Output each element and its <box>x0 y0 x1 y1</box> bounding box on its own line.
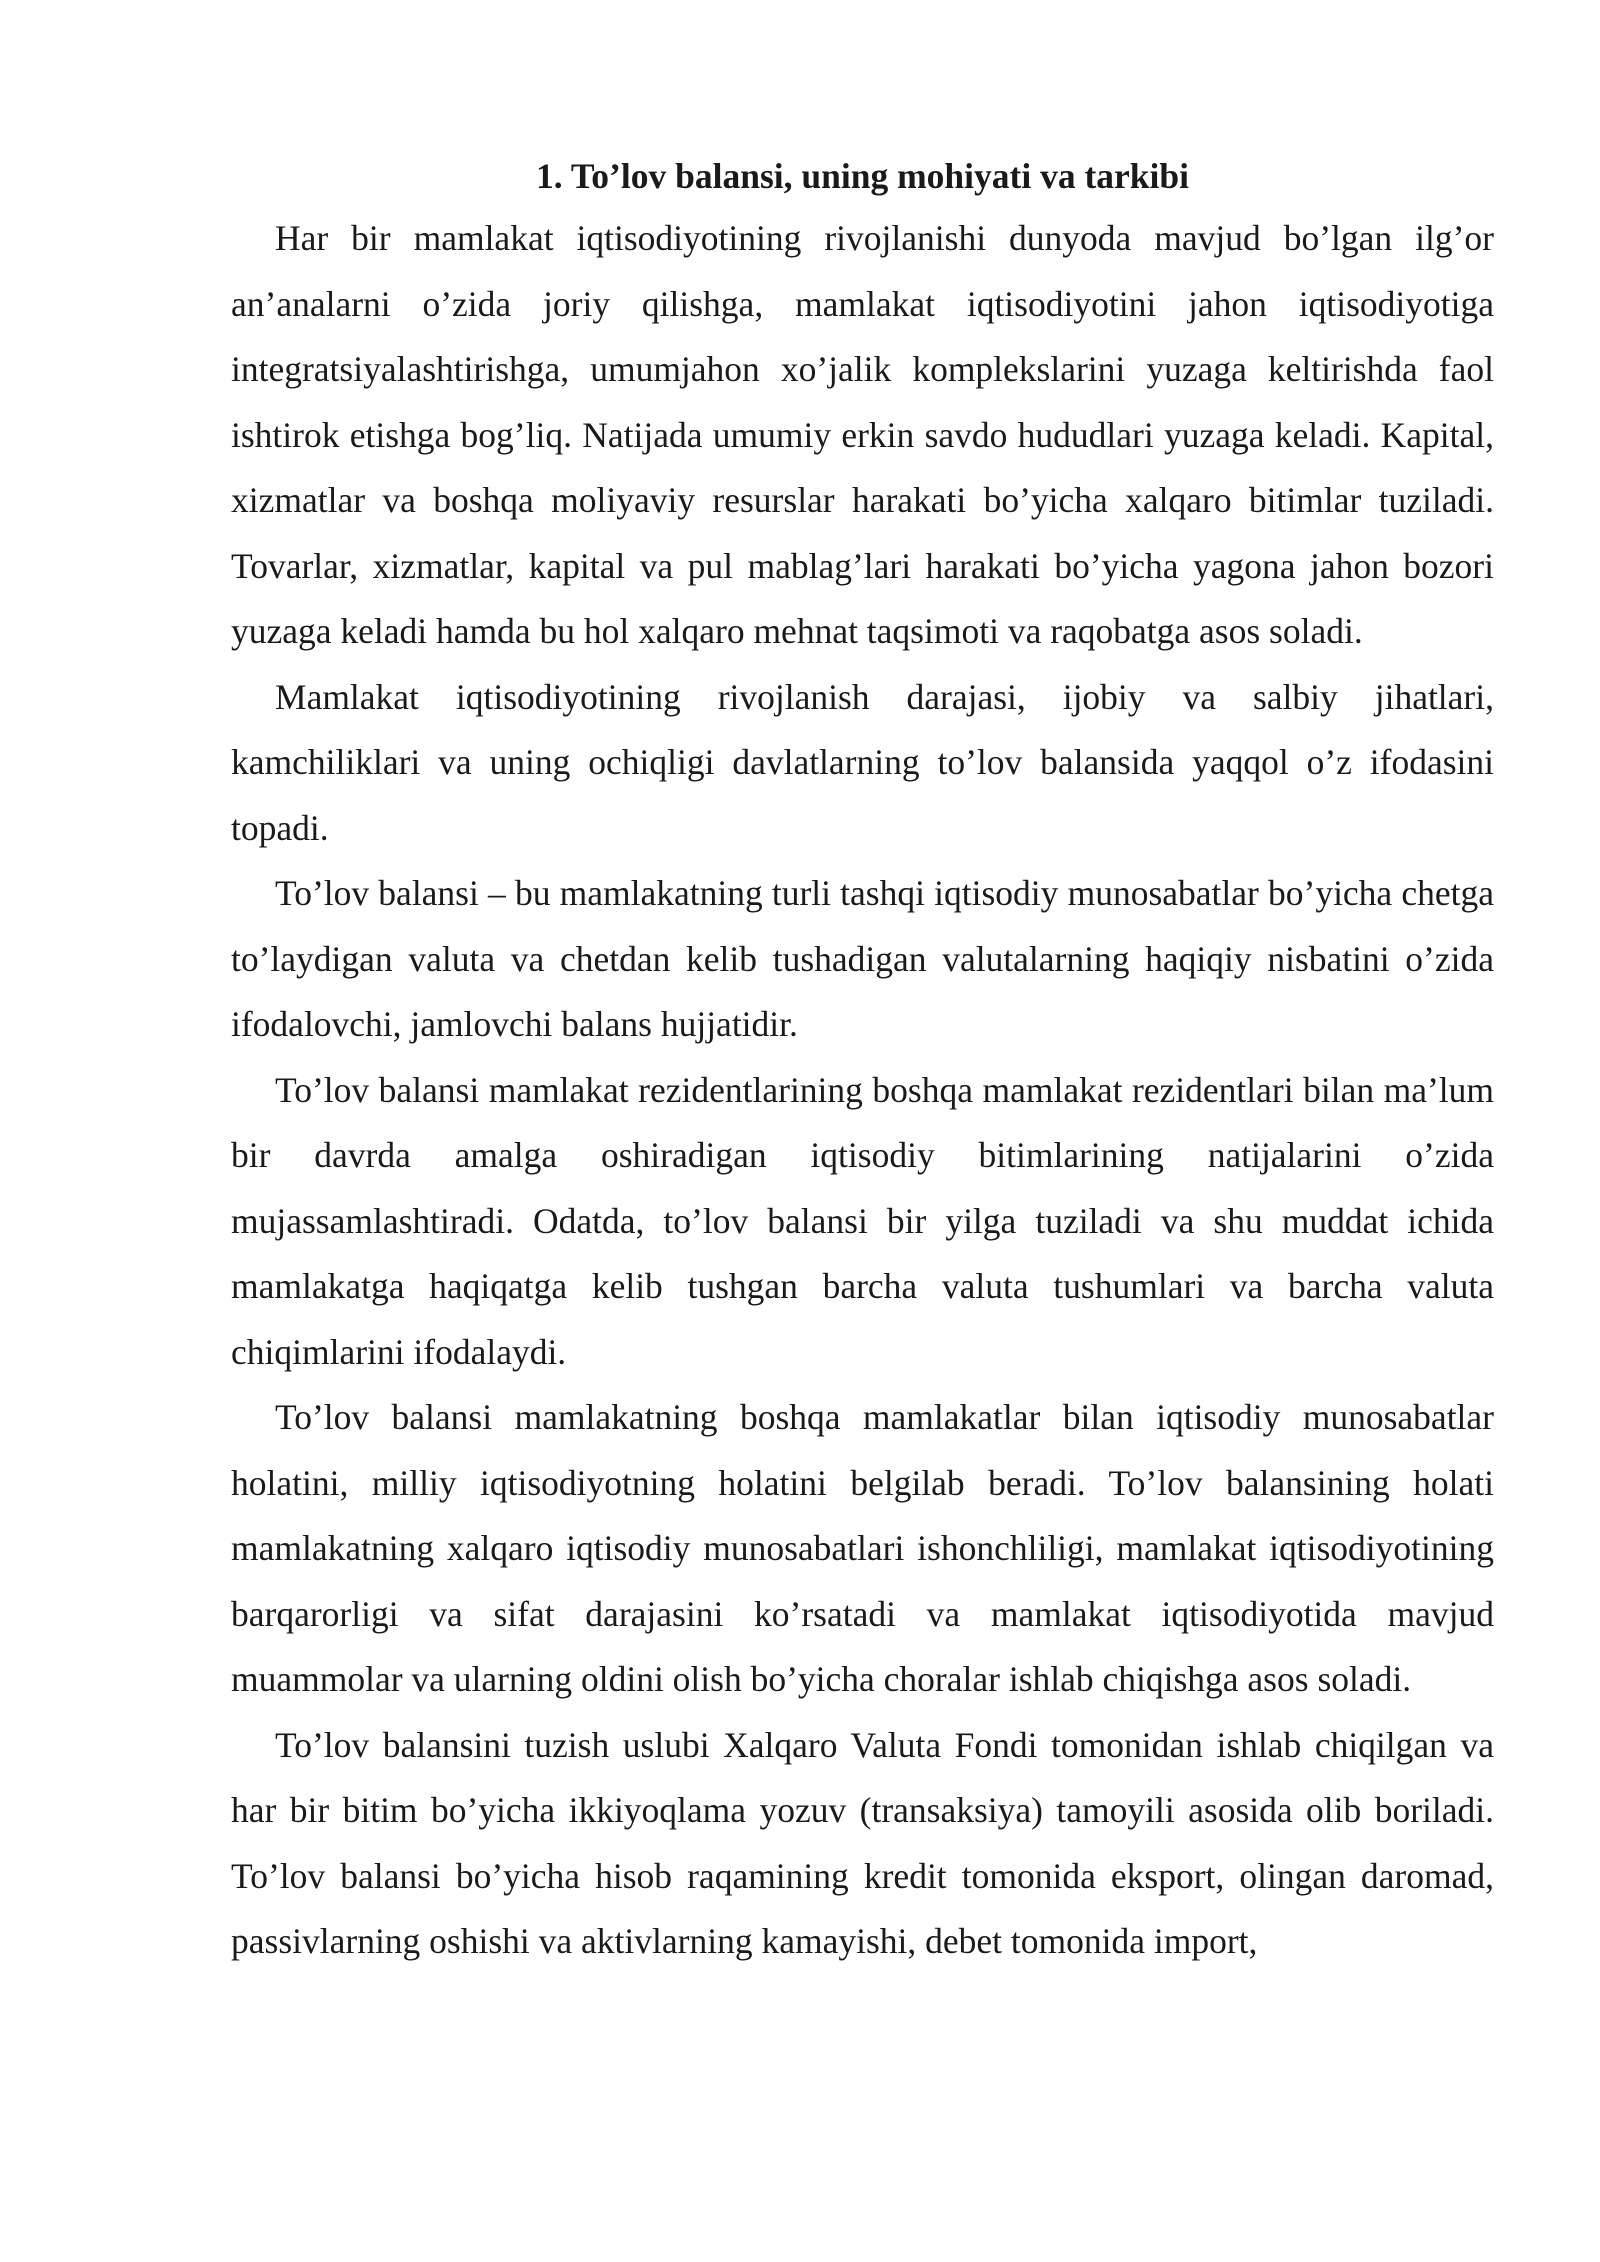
paragraph-6: To’lov balansini tuzish uslubi Xalqaro Valuta Fondi tomonidan ishlab chiqilgan va har bir bitim bo’yicha ikkiyoqlama yozuv (transaksiya) tamoyili asosida olib boriladi. To’lov balansi bo’yicha hisob raqamining kredit tomonida eksport, olingan daromad, passivlarning oshishi va aktivlarning kamayishi, debet tomonida import, <box>231 1724 1494 1961</box>
paragraph-2: Mamlakat iqtisodiyotining rivojlanish darajasi, ijobiy va salbiy jihatlari, kamchiliklari va uning ochiqligi davlatlarning to’lov balansida yaqqol o’z ifodasini topadi. <box>231 676 1494 848</box>
paragraph-4: To’lov balansi mamlakat rezidentlarining boshqa mamlakat rezidentlari bilan ma’lum bir davrda amalga oshiradigan iqtisodiy bitimlarining natijalarini o’zida mujassamlashtiradi. Odatda, to’lov balansi bir yilga tuziladi va shu muddat ichida mamlakatga haqiqatga kelib tushgan barcha valuta tushumlari va barcha valuta chiqimlarini ifodalaydi. <box>231 1069 1494 1372</box>
paragraph-1: Har bir mamlakat iqtisodiyotining rivojlanishi dunyoda mavjud bo’lgan ilg’or an’analarni o’zida joriy qilishga, mamlakat iqtisodiyotini jahon iqtisodiyotiga integratsiyalashtirishga, umumjahon xo’jalik komplekslarini yuzaga keltirishda faol ishtirok etishga bog’liq. Natijada umumiy erkin savdo hududlari yuzaga keladi. Kapital, xizmatlar va boshqa moliyaviy resurslar harakati bo’yicha xalqaro bitimlar tuziladi. Tovarlar, xizmatlar, kapital va pul mablag’lari harakati bo’yicha yagona jahon bozori yuzaga keladi hamda bu hol xalqaro mehnat taqsimoti va raqobatga asos soladi. <box>231 218 1494 651</box>
paragraph-3: To’lov balansi – bu mamlakatning turli tashqi iqtisodiy munosabatlar bo’yicha chetga to’laydigan valuta va chetdan kelib tushadigan valutalarning haqiqiy nisbatini o’zida ifodalovchi, jamlovchi balans hujjatidir. <box>231 873 1494 1044</box>
document-body <box>231 150 1494 1975</box>
paragraph-5: To’lov balansi mamlakatning boshqa mamlakatlar bilan iqtisodiy munosabatlar holatini, milliy iqtisodiyotning holatini belgilab beradi. To’lov balansining holati mamlakatning xalqaro iqtisodiy munosabatlari ishonchliligi, mamlakat iqtisodiyotining barqarorligi va sifat darajasini ko’rsatadi va mamlakat iqtisodiyotida mavjud muammolar va ularning oldini olish bo’yicha choralar ishlab chiqishga asos soladi. <box>231 1397 1494 1699</box>
section-title: 1. To’lov balansi, uning mohiyati va tarkibi <box>536 156 1189 196</box>
